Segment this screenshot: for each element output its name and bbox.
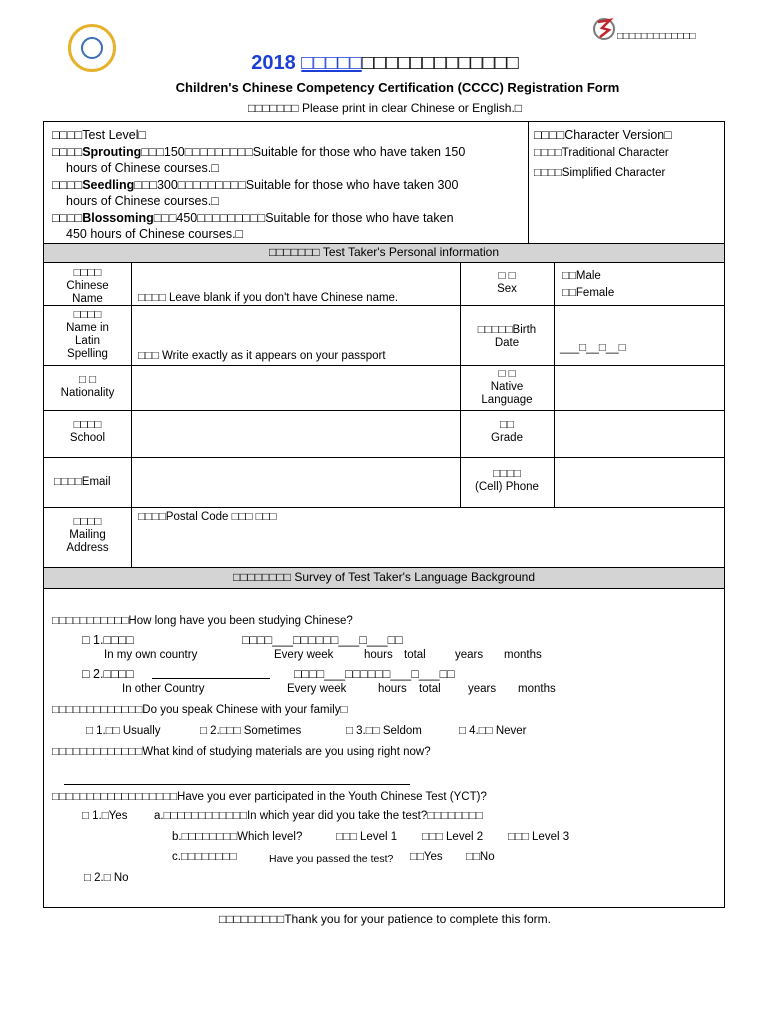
survey-band: □□□□□□□□ Survey of Test Taker's Language Background xyxy=(44,567,724,589)
form-title-english: Children's Chinese Competency Certification (CCCC) Registration Form xyxy=(175,80,620,95)
birth-en: Date xyxy=(494,337,520,349)
latin-name-hint[interactable]: □□□ Write exactly as it appears on your passport xyxy=(138,350,386,362)
row-divider xyxy=(44,410,724,411)
test-level-heading: □□□□Test Level□ xyxy=(52,128,147,142)
school-en: School xyxy=(69,432,106,444)
latin-name-cn: □□□□ xyxy=(73,309,102,321)
blossoming-name: Blossoming xyxy=(82,211,154,225)
organization-name: □□□□□□□□□□□□□ xyxy=(617,31,696,42)
address-label xyxy=(44,516,131,555)
seedling-checkbox[interactable]: □□□□ xyxy=(52,178,83,192)
native-language-label xyxy=(460,368,554,407)
sprouting-desc-line2: hours of Chinese courses.□ xyxy=(66,161,219,175)
q1-own-country-option[interactable]: □ 1.□□□□ xyxy=(82,633,134,647)
q4-year-question[interactable]: a.□□□□□□□□□□□□In which year did you take the test?□□□□□□□□ xyxy=(154,810,483,822)
row-divider xyxy=(44,365,724,366)
option-traditional[interactable]: □□□□Traditional Character xyxy=(534,147,669,159)
q1-en-total: total xyxy=(404,649,426,661)
blossoming-checkbox[interactable]: □□□□ xyxy=(52,211,83,225)
q1-en-months-2: months xyxy=(518,683,556,695)
q1-en-hours-2: hours xyxy=(378,683,407,695)
latin-name-label xyxy=(44,309,131,361)
sex-female-option[interactable]: □□Female xyxy=(562,287,615,299)
option-sprouting[interactable] xyxy=(52,145,465,159)
q4-passed-yes[interactable]: □□Yes xyxy=(410,851,443,863)
phone-en: (Cell) Phone xyxy=(475,481,539,493)
sprouting-name: Sprouting xyxy=(82,145,142,159)
address-en2: Address xyxy=(66,542,109,554)
organization-logo-icon xyxy=(592,16,616,40)
q2-text: □□□□□□□□□□□□□Do you speak Chinese with your family□ xyxy=(52,704,348,716)
q2-option-sometimes[interactable]: □ 2.□□□ Sometimes xyxy=(200,725,302,737)
option-simplified[interactable]: □□□□Simplified Character xyxy=(534,167,666,179)
option-blossoming[interactable] xyxy=(52,211,454,225)
birth-label xyxy=(460,324,554,350)
row-divider xyxy=(44,507,724,508)
seedling-en-desc: Suitable for those who have taken 300 xyxy=(245,178,459,192)
sprouting-checkbox[interactable]: □□□□ xyxy=(52,145,83,159)
grade-en: Grade xyxy=(491,432,523,444)
native-language-en1: Native xyxy=(490,381,524,393)
option-seedling[interactable] xyxy=(52,178,458,192)
q4-passed-lead: c.□□□□□□□□ xyxy=(172,851,237,863)
q1-en-every-week-2: Every week xyxy=(287,683,347,695)
email-label: □□□□Email xyxy=(54,476,111,488)
q1-other-country-fill[interactable]: □□□□___□□□□□□___□___□□ xyxy=(294,667,455,681)
blossoming-desc-line2: 450 hours of Chinese courses.□ xyxy=(66,227,244,241)
native-language-en2: Language xyxy=(481,394,533,406)
sex-cn: □ □ xyxy=(498,270,516,282)
latin-name-en1: Name in xyxy=(66,322,109,334)
q1-text: □□□□□□□□□□□How long have you been studying Chinese? xyxy=(52,615,353,627)
sex-en: Sex xyxy=(497,283,517,295)
q4-passed-question: Have you passed the test? xyxy=(269,853,394,865)
q4-option-yes[interactable]: □ 1.□Yes xyxy=(82,810,128,822)
chinese-name-cn: □□□□ xyxy=(73,267,102,279)
print-note: □□□□□□□ Please print in clear Chinese or English.□ xyxy=(247,101,523,115)
q1-en-years-2: years xyxy=(468,683,497,695)
q2-option-seldom[interactable]: □ 3.□□ Seldom xyxy=(346,725,422,737)
q4-option-no[interactable]: □ 2.□ No xyxy=(84,872,129,884)
seedling-desc-line2: hours of Chinese courses.□ xyxy=(66,194,219,208)
q1-other-country-option[interactable]: □ 2.□□□□ xyxy=(82,667,134,681)
q3-text: □□□□□□□□□□□□□What kind of studying materials are you using right now? xyxy=(52,746,431,758)
blossoming-cn-desc: □□□450□□□□□□□□□ xyxy=(153,211,266,225)
q1-en-hours: hours xyxy=(364,649,393,661)
blossoming-en-desc: Suitable for those who have taken xyxy=(265,211,454,225)
birth-cn: □□□□□Birth xyxy=(477,324,537,336)
q1-en-months: months xyxy=(504,649,542,661)
col-divider xyxy=(131,263,132,567)
q4-text: □□□□□□□□□□□□□□□□□□Have you ever participated in the Youth Chinese Test (YCT)? xyxy=(52,791,487,803)
chinese-name-hint[interactable]: □□□□ Leave blank if you don't have Chinese name. xyxy=(138,292,399,304)
title-cn-a: □□□□□ xyxy=(301,52,362,74)
form-title-chinese xyxy=(0,52,770,75)
col-divider xyxy=(554,263,555,507)
form-frame xyxy=(43,121,725,908)
q4-level-2[interactable]: □□□ Level 2 xyxy=(422,831,484,843)
phone-label xyxy=(460,468,554,494)
latin-name-en2: Latin xyxy=(75,335,100,347)
q4-level-question: b.□□□□□□□□Which level? xyxy=(172,831,303,843)
address-cn: □□□□ xyxy=(73,516,102,528)
nationality-cn: □ □ xyxy=(78,374,97,386)
q1-other-country-line[interactable] xyxy=(152,678,270,679)
q1-en-every-week: Every week xyxy=(274,649,334,661)
q1-en-own-country: In my own country xyxy=(104,649,198,661)
q1-en-years: years xyxy=(455,649,484,661)
birth-date-field[interactable]: ___□__□__□ xyxy=(560,342,626,354)
phone-cn: □□□□ xyxy=(493,468,521,480)
q4-passed-no[interactable]: □□No xyxy=(466,851,495,863)
school-cn: □□□□ xyxy=(73,419,102,431)
seedling-name: Seedling xyxy=(82,178,135,192)
postal-code-field[interactable]: □□□□Postal Code □□□ □□□ xyxy=(138,511,277,523)
grade-label xyxy=(460,419,554,445)
title-year: 2018 xyxy=(251,52,296,74)
sprouting-en-desc: Suitable for those who have taken 150 xyxy=(252,145,466,159)
native-language-cn: □ □ xyxy=(498,368,516,380)
q1-en-total-2: total xyxy=(419,683,441,695)
q4-level-1[interactable]: □□□ Level 1 xyxy=(336,831,398,843)
sex-label xyxy=(460,270,554,296)
nationality-en: Nationality xyxy=(60,387,115,399)
row-divider xyxy=(44,305,724,306)
divider xyxy=(528,122,529,243)
q2-option-usually[interactable]: □ 1.□□ Usually xyxy=(86,725,161,737)
latin-name-en3: Spelling xyxy=(67,348,108,360)
chinese-name-en1: Chinese xyxy=(66,280,109,292)
grade-cn: □□ xyxy=(500,419,514,431)
row-divider xyxy=(44,457,724,458)
nationality-label xyxy=(44,374,131,400)
q1-en-other-country: In other Country xyxy=(122,683,205,695)
q3-answer-line[interactable] xyxy=(64,784,410,785)
character-version-heading: □□□□Character Version□ xyxy=(534,128,672,142)
chinese-name-en2: Name xyxy=(72,293,103,305)
school-label xyxy=(44,419,131,445)
q1-own-country-fill[interactable]: □□□□___□□□□□□___□___□□ xyxy=(242,633,403,647)
q4-level-3[interactable]: □□□ Level 3 xyxy=(508,831,570,843)
seedling-cn-desc: □□□300□□□□□□□□□ xyxy=(134,178,246,192)
thank-you-note: □□□□□□□□□Thank you for your patience to complete this form. xyxy=(218,912,552,926)
sprouting-cn-desc: □□□150□□□□□□□□□ xyxy=(141,145,253,159)
address-en1: Mailing xyxy=(69,529,106,541)
chinese-name-label xyxy=(44,267,131,306)
personal-info-band: □□□□□□□ Test Taker's Personal information xyxy=(44,243,724,263)
sex-male-option[interactable]: □□Male xyxy=(562,270,601,282)
title-cn-b: □□□□□□□□□□□□□ xyxy=(361,52,519,74)
q2-option-never[interactable]: □ 4.□□ Never xyxy=(459,725,527,737)
